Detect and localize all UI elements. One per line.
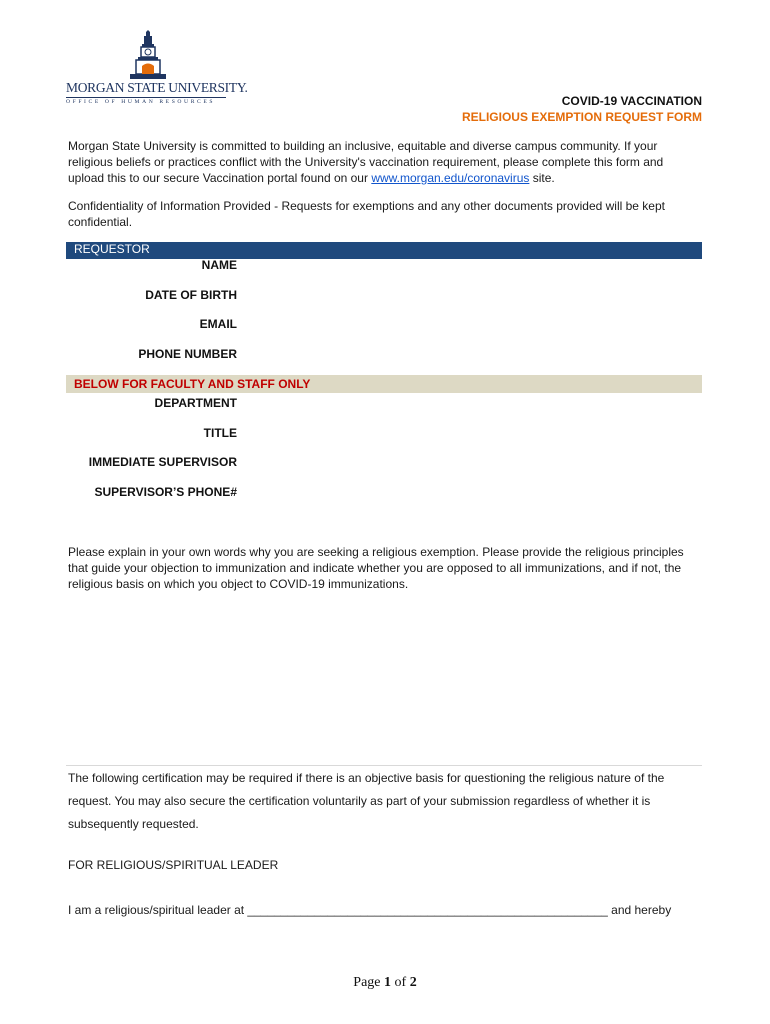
requestor-section-bar bbox=[66, 242, 702, 259]
office-name: OFFICE OF HUMAN RESOURCES bbox=[66, 99, 216, 105]
faculty-section-bar bbox=[66, 375, 702, 393]
confidentiality-note: Confidentiality of Information Provided - Requests for exemptions and any other documents provided will be kept confidential. bbox=[68, 199, 665, 229]
department-label: DEPARTMENT bbox=[154, 396, 237, 410]
clock-tower-icon bbox=[126, 30, 170, 80]
coronavirus-link[interactable]: www.morgan.edu/coronavirus bbox=[371, 171, 530, 185]
form-title-line2: RELIGIOUS EXEMPTION REQUEST FORM bbox=[461, 110, 702, 124]
leader-statement: I am a religious/spiritual leader at ______________________________________________________ and hereby bbox=[68, 903, 672, 917]
page-word: Page bbox=[353, 975, 381, 990]
faculty-heading: BELOW FOR FACULTY AND STAFF ONLY bbox=[74, 377, 311, 391]
title-label: TITLE bbox=[203, 426, 237, 440]
supervisor-phone-label: SUPERVISOR’S PHONE# bbox=[94, 485, 237, 499]
explanation-prompt: Please explain in your own words why you are seeking a religious exemption. Please provide the religious principles that guide your objection to immunization and indicate whether you are opposed to all immunizations, and if not, the religious basis on which you object to COVID-19 immunizations. bbox=[68, 545, 684, 591]
total-pages: 2 bbox=[409, 975, 417, 990]
email-label: EMAIL bbox=[199, 317, 237, 331]
date-of-birth-label: DATE OF BIRTH bbox=[145, 288, 237, 302]
university-logo bbox=[66, 30, 248, 106]
university-name: MORGAN STATE UNIVERSITY. bbox=[66, 80, 248, 95]
of-word: of bbox=[394, 975, 407, 990]
name-label: NAME bbox=[201, 258, 237, 272]
form-title-line1: COVID-19 VACCINATION bbox=[561, 94, 702, 108]
intro-paragraph bbox=[68, 138, 702, 186]
page-number bbox=[0, 975, 770, 991]
leader-heading: FOR RELIGIOUS/SPIRITUAL LEADER bbox=[68, 858, 279, 872]
section-divider bbox=[66, 765, 702, 766]
requestor-heading: REQUESTOR bbox=[74, 242, 150, 256]
immediate-supervisor-label: IMMEDIATE SUPERVISOR bbox=[88, 455, 237, 469]
intro-text-end: site. bbox=[529, 171, 555, 185]
phone-number-label: PHONE NUMBER bbox=[138, 347, 237, 361]
intro-text: Morgan State University is committed to building an inclusive, equitable and diverse campus community. If your religious beliefs or practices conflict with the University's vaccination requirement, please complete this form and upload this to our secure Vaccination portal found on our bbox=[68, 139, 664, 185]
logo-divider bbox=[66, 97, 226, 98]
certification-paragraph: The following certification may be required if there is an objective basis for questioning the religious nature of the request. You may also secure the certification voluntarily as part of your submission regardless of whether it is subsequently requested. bbox=[68, 771, 665, 831]
current-page: 1 bbox=[384, 975, 392, 990]
